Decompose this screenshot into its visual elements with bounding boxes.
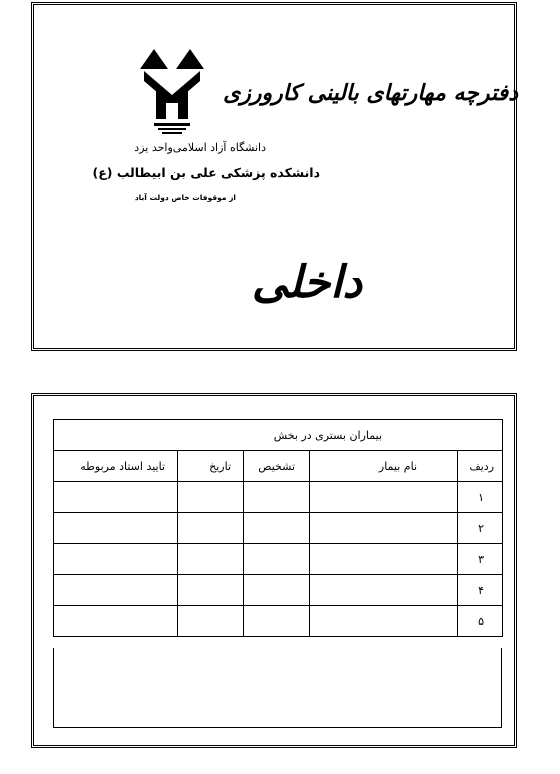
date-cell[interactable] — [178, 606, 244, 637]
row-number: ۲ — [458, 513, 503, 544]
patient-name-cell[interactable] — [310, 513, 458, 544]
diagnosis-cell[interactable] — [244, 606, 310, 637]
ward-title: داخلی — [251, 257, 363, 308]
diagnosis-cell[interactable] — [244, 482, 310, 513]
university-name: دانشگاه آزاد اسلامی‌واحد یزد — [134, 141, 266, 154]
date-cell[interactable] — [178, 544, 244, 575]
row-number: ۳ — [458, 544, 503, 575]
booklet-title: دفترچه مهارتهای بالینی کارورزی — [223, 80, 518, 106]
row-number: ۴ — [458, 575, 503, 606]
date-cell[interactable] — [178, 482, 244, 513]
patient-name-cell[interactable] — [310, 575, 458, 606]
header-row-number: ردیف — [458, 451, 503, 482]
date-cell[interactable] — [178, 513, 244, 544]
affiliation-text: از موقوفات خاص دولت آباد — [134, 193, 236, 202]
diagnosis-cell[interactable] — [244, 575, 310, 606]
header-approval: تایید استاد مربوطه — [54, 451, 178, 482]
patients-panel — [31, 393, 517, 748]
diagnosis-cell[interactable] — [244, 513, 310, 544]
approval-cell[interactable] — [54, 575, 178, 606]
diagnosis-cell[interactable] — [244, 544, 310, 575]
university-logo-icon — [138, 47, 206, 137]
table-caption-row — [54, 420, 503, 451]
table-header-row — [54, 451, 503, 482]
approval-cell[interactable] — [54, 606, 178, 637]
date-cell[interactable] — [178, 575, 244, 606]
table-empty-area — [53, 648, 502, 728]
approval-cell[interactable] — [54, 544, 178, 575]
cover-panel — [31, 2, 517, 351]
approval-cell[interactable] — [54, 513, 178, 544]
row-number: ۵ — [458, 606, 503, 637]
header-date: تاریخ — [178, 451, 244, 482]
patient-name-cell[interactable] — [310, 606, 458, 637]
header-patient-name: نام بیمار — [310, 451, 458, 482]
table-row — [54, 482, 503, 513]
approval-cell[interactable] — [54, 482, 178, 513]
inpatients-table — [53, 419, 503, 637]
table-row — [54, 606, 503, 637]
row-number: ۱ — [458, 482, 503, 513]
table-caption: بیماران بستری در بخش — [54, 420, 503, 451]
table-row — [54, 575, 503, 606]
table-row — [54, 544, 503, 575]
header-diagnosis: تشخیص — [244, 451, 310, 482]
table-row — [54, 513, 503, 544]
faculty-name: دانشکده پزشکی علی بن ابیطالب (ع) — [92, 165, 320, 180]
patient-name-cell[interactable] — [310, 482, 458, 513]
patient-name-cell[interactable] — [310, 544, 458, 575]
